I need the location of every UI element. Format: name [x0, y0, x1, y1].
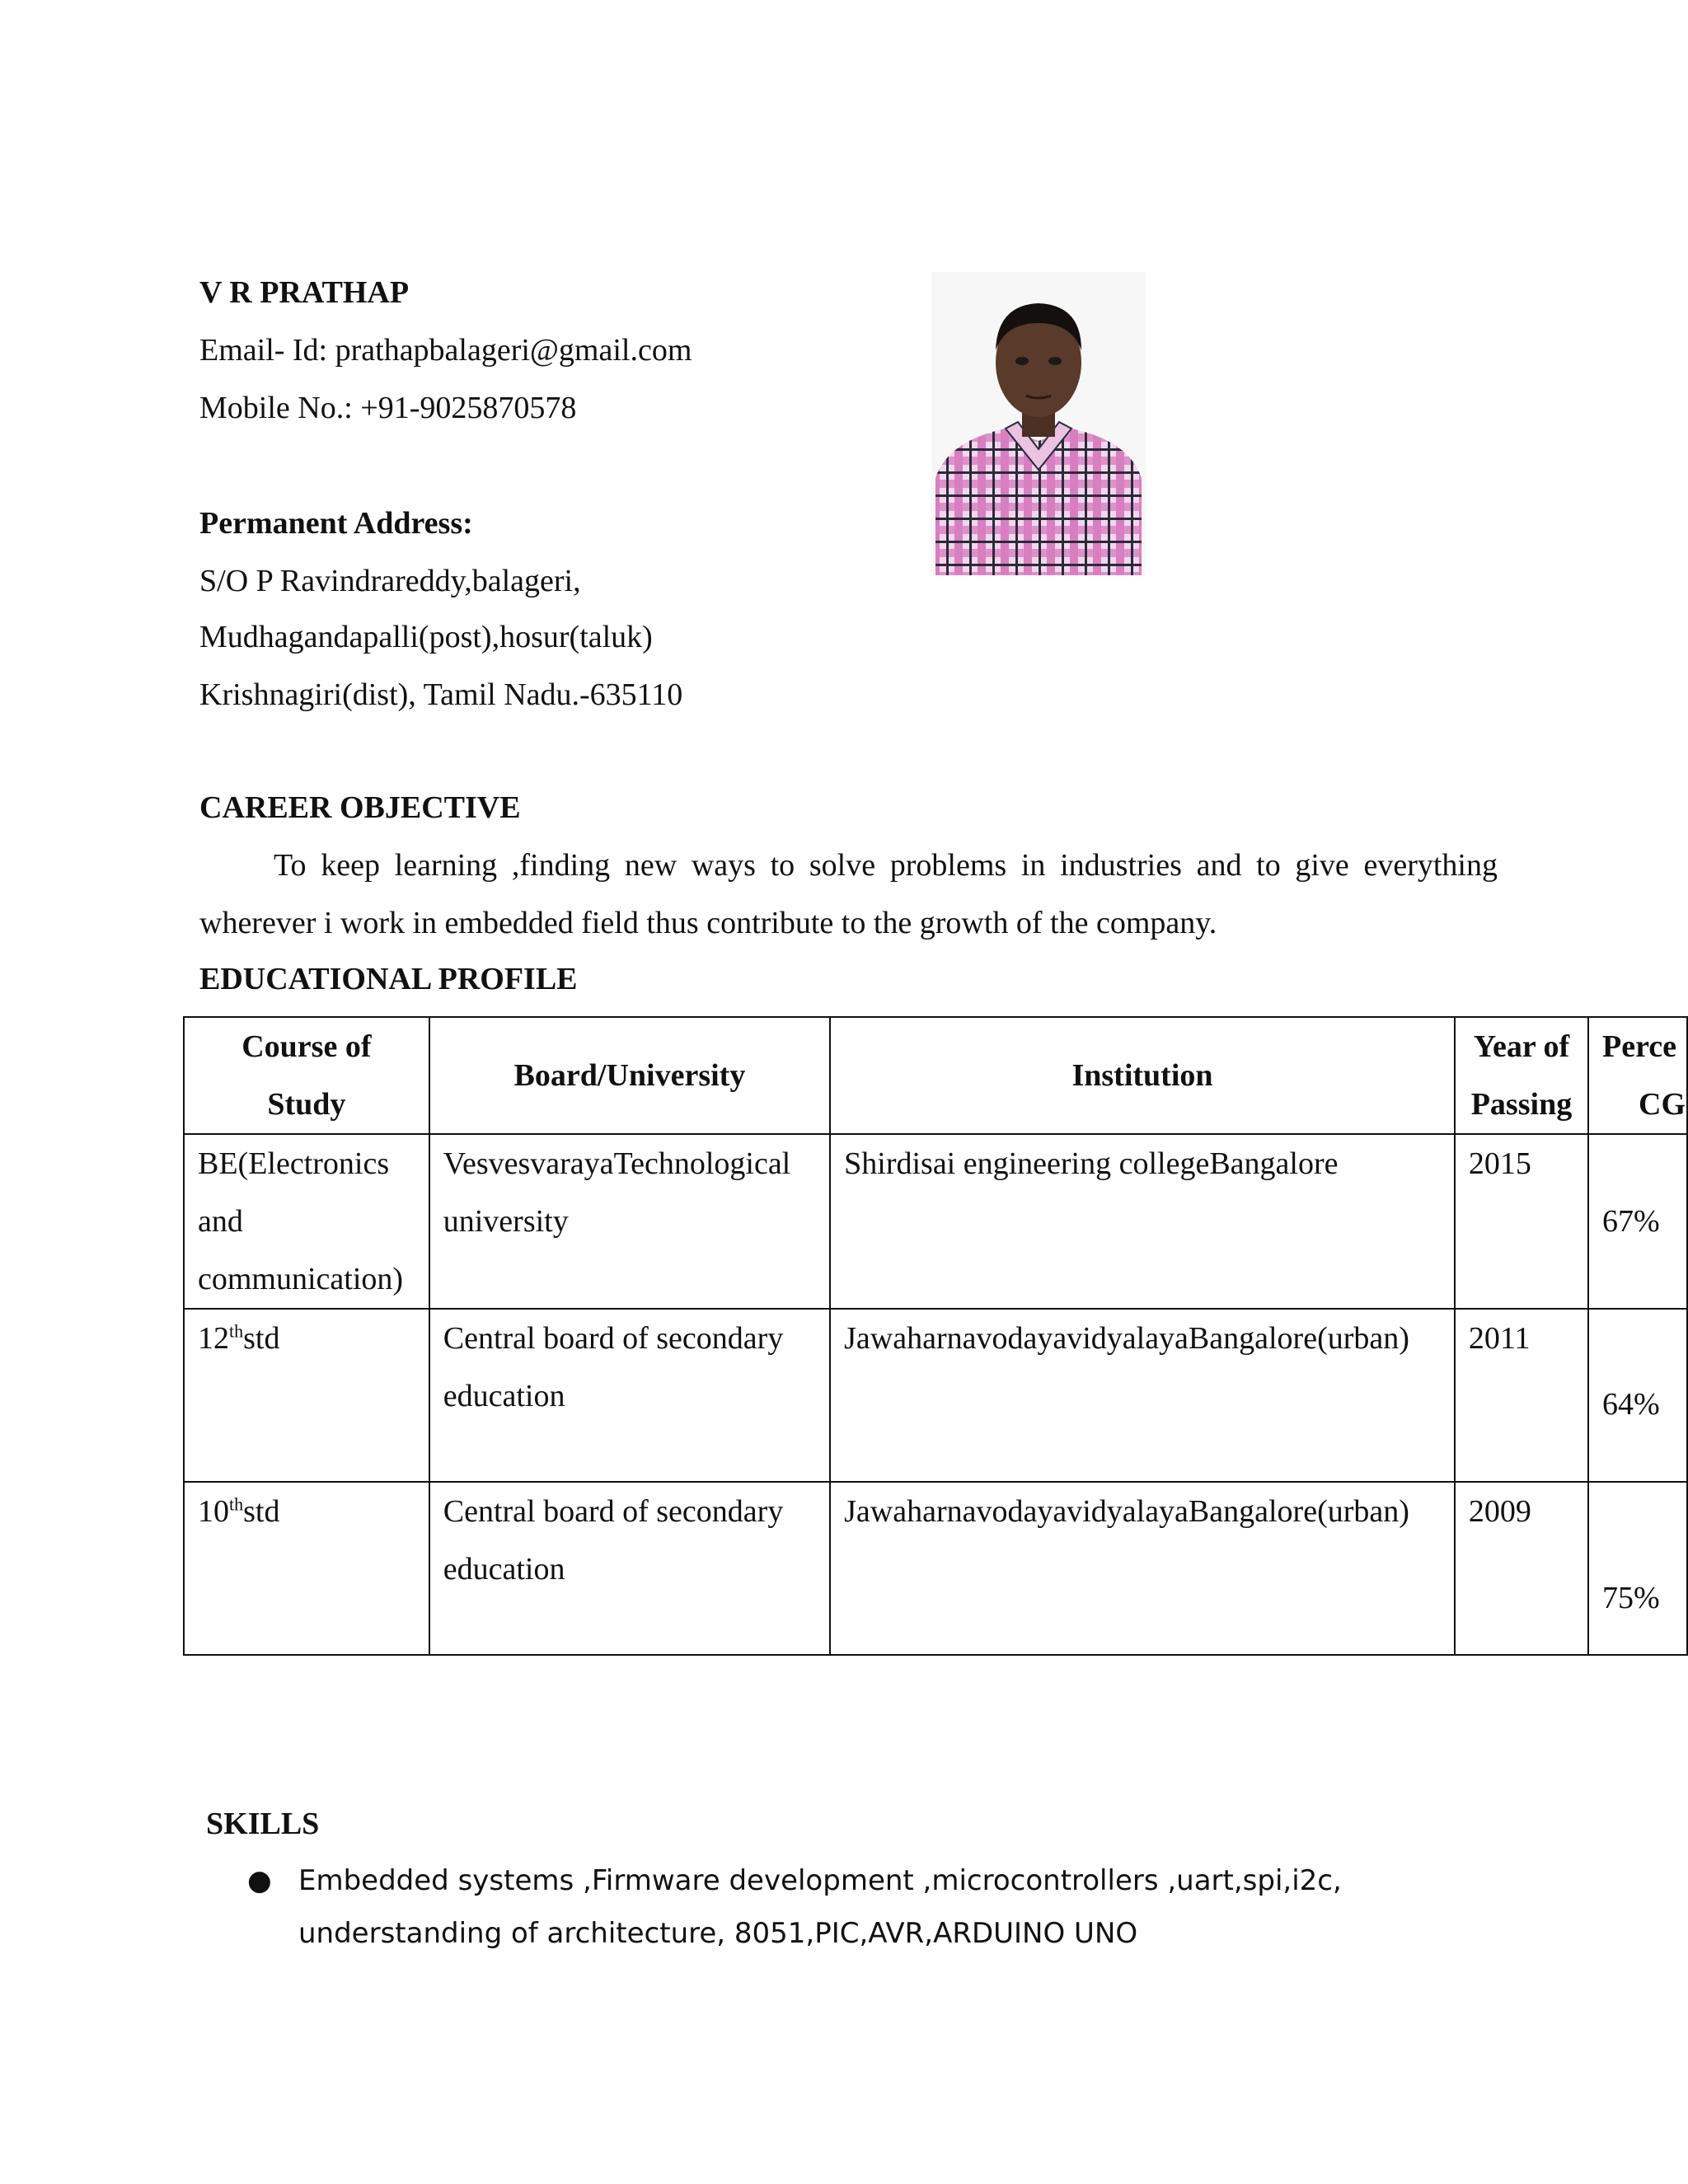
address-heading: Permanent Address: — [199, 506, 473, 541]
cell-percentage: 67% — [1588, 1134, 1687, 1309]
cell-institution: Shirdisai engineering collegeBangalore — [830, 1134, 1455, 1309]
table-row — [184, 1482, 1687, 1655]
career-objective-text: To keep learning ,finding new ways to solve problems in industries and to give everything wherever i work in embedded field thus contribute to the growth of the company. — [199, 848, 1498, 940]
address-line-3: Krishnagiri(dist), Tamil Nadu.-635110 — [199, 677, 683, 712]
skills-heading: SKILLS — [206, 1807, 320, 1841]
cell-board: VesvesvarayaTechnological university — [429, 1134, 830, 1309]
education-table — [183, 1016, 1688, 1656]
column-course: Course of Study — [184, 1017, 429, 1134]
education-heading: EDUCATIONAL PROFILE — [199, 962, 578, 996]
cell-course: 10thstd — [184, 1482, 429, 1655]
cell-year: 2015 — [1455, 1134, 1588, 1309]
cell-institution: JawaharnavodayavidyalayaBangalore(urban) — [830, 1482, 1455, 1655]
column-percentage: Perce CG — [1588, 1017, 1687, 1134]
email-line: Email- Id: prathapbalageri@gmail.com — [199, 333, 692, 368]
cell-course: 12thstd — [184, 1309, 429, 1482]
profile-photo-illustration — [931, 272, 1146, 575]
candidate-name: V R PRATHAP — [199, 275, 410, 310]
cell-year: 2011 — [1455, 1309, 1588, 1482]
table-header-row — [184, 1017, 1687, 1134]
skill-text: Embedded systems ,Firmware development ,microcontrollers ,uart,spi,i2c, understanding of architecture, 8051,PIC,AVR,ARDUINO UNO — [298, 1864, 1342, 1950]
table-row — [184, 1134, 1687, 1309]
skills-list — [247, 1854, 1541, 1960]
cell-course: BE(Electronics and communication) — [184, 1134, 429, 1309]
profile-photo — [931, 272, 1146, 575]
column-institution: Institution — [830, 1017, 1455, 1134]
bullet-icon: ● — [247, 1864, 272, 1897]
cell-board: Central board of secondary education — [429, 1309, 830, 1482]
column-year: Year of Passing — [1455, 1017, 1588, 1134]
mobile-line: Mobile No.: +91-9025870578 — [199, 391, 577, 425]
cell-percentage: 64% — [1588, 1309, 1687, 1482]
list-item — [247, 1854, 1541, 1960]
table-row — [184, 1309, 1687, 1482]
address-line-1: S/O P Ravindrareddy,balageri, — [199, 564, 581, 598]
career-heading: CAREER OBJECTIVE — [199, 790, 521, 825]
column-board: Board/University — [429, 1017, 830, 1134]
cell-year: 2009 — [1455, 1482, 1588, 1655]
address-line-2: Mudhagandapalli(post),hosur(taluk) — [199, 620, 653, 654]
cell-percentage: 75% — [1588, 1482, 1687, 1655]
cell-board: Central board of secondary education — [429, 1482, 830, 1655]
cell-institution: JawaharnavodayavidyalayaBangalore(urban) — [830, 1309, 1455, 1482]
